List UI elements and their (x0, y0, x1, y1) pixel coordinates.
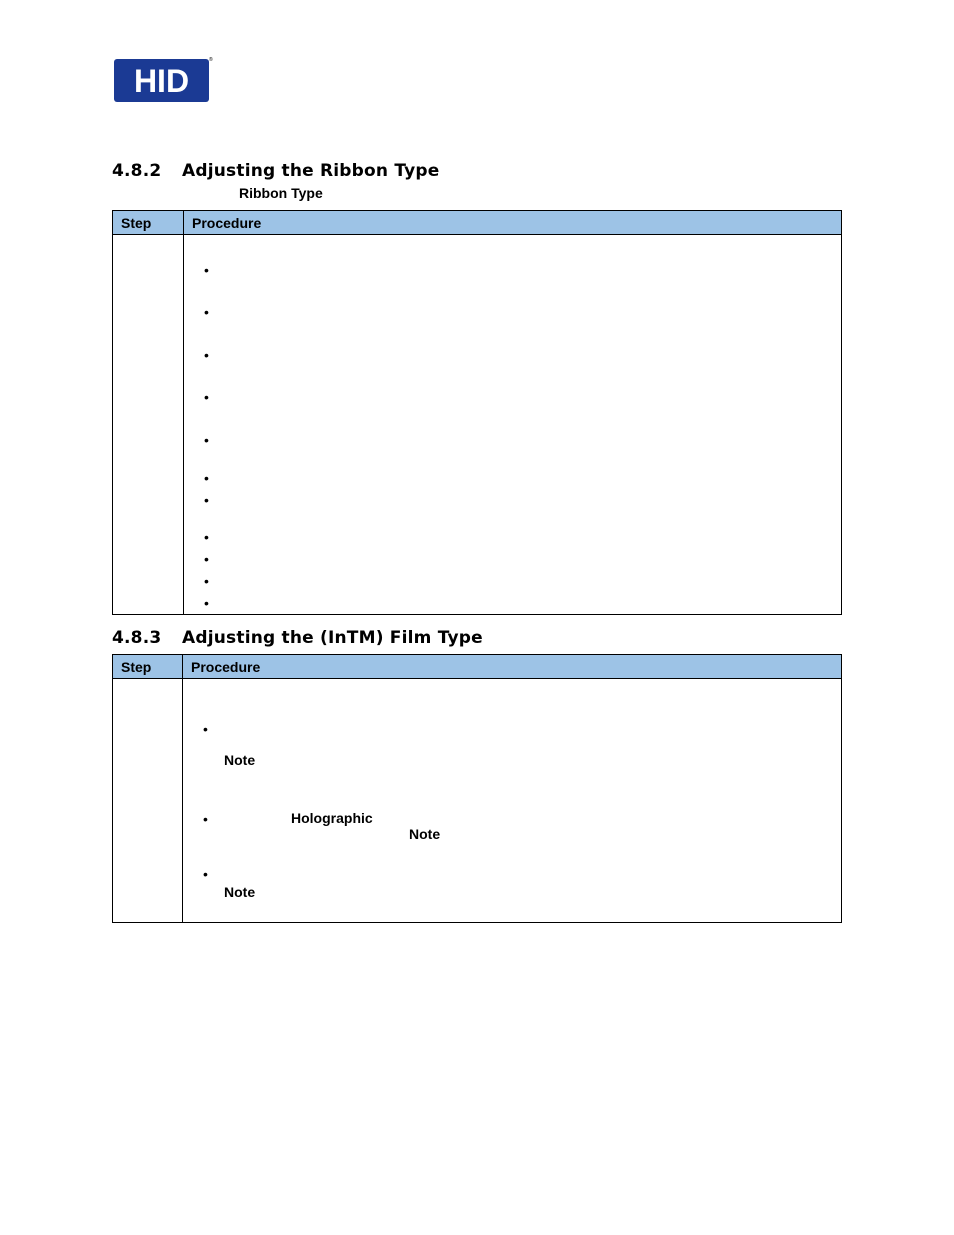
procedure-cell (183, 679, 842, 923)
film-procedure-table (112, 654, 842, 923)
procedure-column-header: Procedure (184, 211, 842, 235)
note-label: Note (224, 884, 256, 900)
registered-mark: ® (209, 57, 213, 63)
section-title: Adjusting the Ribbon Type (182, 161, 440, 181)
table-header-row (113, 211, 842, 235)
list-bullet: • (204, 492, 209, 508)
note-label: Note (409, 826, 441, 842)
list-bullet: • (204, 529, 209, 545)
step-column-header: Step (113, 655, 183, 679)
list-bullet: • (204, 432, 209, 448)
section-number: 4.8.2 (112, 161, 162, 181)
note-label: Note (224, 752, 256, 768)
procedure-column-header: Procedure (183, 655, 842, 679)
list-bullet: • (204, 347, 209, 363)
table-row (113, 235, 842, 615)
list-bullet: • (204, 262, 209, 278)
procedure-cell (184, 235, 842, 615)
list-bullet: • (204, 573, 209, 589)
list-bullet: • (204, 551, 209, 567)
hid-logo (114, 59, 209, 102)
svg-text:HID: HID (133, 63, 190, 99)
holographic-label: Holographic (291, 810, 373, 826)
section-number: 4.8.3 (112, 628, 162, 648)
list-bullet: • (204, 470, 209, 486)
list-bullet: • (204, 595, 209, 611)
step-cell (113, 235, 184, 615)
ribbon-procedure-table (112, 210, 842, 615)
list-bullet: • (203, 721, 208, 737)
table-header-row (113, 655, 842, 679)
section-heading-ribbon-type (112, 161, 440, 181)
table-caption: Ribbon Type (239, 185, 323, 201)
list-bullet: • (204, 304, 209, 320)
list-bullet: • (204, 389, 209, 405)
list-bullet: • (203, 866, 208, 882)
step-cell (113, 679, 183, 923)
table-row (113, 679, 842, 923)
section-title: Adjusting the (InTM) Film Type (182, 628, 483, 648)
step-column-header: Step (113, 211, 184, 235)
list-bullet: • (203, 811, 208, 827)
section-heading-film-type (112, 628, 483, 648)
